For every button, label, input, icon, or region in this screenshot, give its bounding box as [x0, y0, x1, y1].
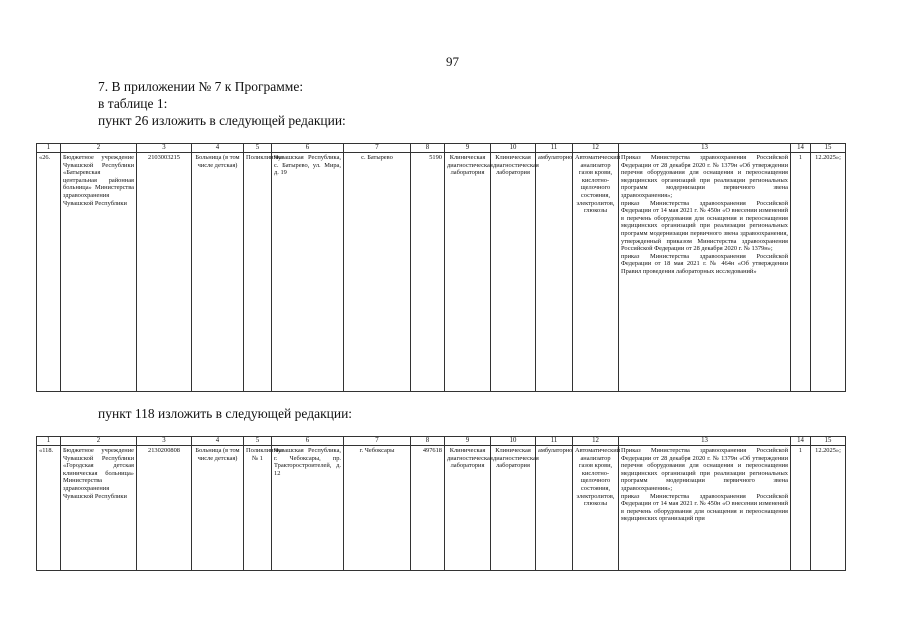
cell-institution: Бюджетное учреждение Чувашской Республики «Городская детская клиническая больница» Министерства здравоохранения Чувашской Республики [61, 446, 137, 571]
header-cell: 11 [536, 144, 573, 153]
cell-item-number: «118. [37, 446, 61, 571]
table-header-row [37, 144, 846, 153]
header-cell: 11 [536, 437, 573, 446]
cell-department-alt: Клиническая диагностическая лаборатория [491, 153, 536, 392]
cell-item-number: «26. [37, 153, 61, 392]
table-item-118 [36, 436, 846, 571]
cell-equipment: Автоматический анализатор газов крови, кислотно-щелочного состояния, электролитов, глюкозы [573, 153, 619, 392]
cell-facility-type: Больница (в том числе детская) [192, 446, 244, 571]
header-cell: 6 [272, 144, 344, 153]
page-number: 97 [446, 54, 459, 69]
header-cell: 10 [491, 144, 536, 153]
header-cell: 8 [411, 144, 445, 153]
header-cell: 9 [445, 437, 491, 446]
cell-department: Клиническая диагностическая лаборатория [445, 446, 491, 571]
header-cell: 1 [37, 437, 61, 446]
table-item-26 [36, 143, 846, 392]
header-cell: 13 [619, 144, 791, 153]
header-cell: 15 [811, 144, 846, 153]
table-row [37, 153, 846, 392]
cell-address: Чувашская Республика, г. Чебоксары, пр. Тракторостроителей, д. 12 [272, 446, 344, 571]
header-cell: 12 [573, 144, 619, 153]
header-cell: 13 [619, 437, 791, 446]
cell-legal-basis: Приказ Министерства здравоохранения Российской Федерации от 28 декабря 2020 г. № 1379н «Об утверждении перечня оборудования для оснащения и переоснащения медицинских организаций при реализации региональных программ модернизации первичного звена здравоохранения»; приказ Министерства здравоохранения Российской Федерации от 14 мая 2021 г. № 450н «О внесении изменений в перечень оборудования для оснащения и переоснащения медицинских организаций при [619, 446, 791, 571]
cell-locality: с. Батырево [344, 153, 411, 392]
header-cell: 5 [244, 144, 272, 153]
header-cell: 7 [344, 437, 411, 446]
table-header-row [37, 437, 846, 446]
intro-line-3: пункт 26 изложить в следующей редакции: [98, 113, 346, 128]
header-cell: 14 [791, 144, 811, 153]
header-cell: 12 [573, 437, 619, 446]
cell-locality: г. Чебоксары [344, 446, 411, 571]
cell-equipment: Автоматический анализатор газов крови, кислотно-щелочного состояния, электролитов, глюкозы [573, 446, 619, 571]
heading-item-118: пункт 118 изложить в следующей редакции: [98, 406, 353, 421]
cell-deadline: 12.2025»; [811, 153, 846, 392]
header-cell: 8 [411, 437, 445, 446]
cell-department-alt: Клиническая диагностическая лаборатория [491, 446, 536, 571]
cell-address: Чувашская Республика, с. Батырево, ул. Мира, д. 19 [272, 153, 344, 392]
header-cell: 4 [192, 437, 244, 446]
cell-care-mode: амбулаторно [536, 446, 573, 571]
header-cell: 4 [192, 144, 244, 153]
header-cell: 10 [491, 437, 536, 446]
header-cell: 3 [137, 437, 192, 446]
header-cell: 5 [244, 437, 272, 446]
cell-deadline: 12.2025»; [811, 446, 846, 571]
cell-population: 5190 [411, 153, 445, 392]
cell-subdivision: Поликлиника № 1 [244, 446, 272, 571]
cell-inn: 2130200808 [137, 446, 192, 571]
header-cell: 2 [61, 144, 137, 153]
header-cell: 7 [344, 144, 411, 153]
cell-care-mode: амбулаторно [536, 153, 573, 392]
header-cell: 6 [272, 437, 344, 446]
intro-line-1: 7. В приложении № 7 к Программе: [98, 79, 304, 94]
cell-population: 497618 [411, 446, 445, 571]
header-cell: 2 [61, 437, 137, 446]
cell-quantity: 1 [791, 446, 811, 571]
cell-legal-basis: Приказ Министерства здравоохранения Российской Федерации от 28 декабря 2020 г. № 1379н «Об утверждении перечня оборудования для оснащения и переоснащения медицинских организаций при реализации региональных программ модернизации первичного звена здравоохранения»; приказ Министерства здравоохранения Российской Федерации от 14 мая 2021 г. № 450н «О внесении изменений в перечень оборудования для оснащения и переоснащения медицинских организаций при реализации региональных программ модернизации первичного звена здравоохранения, утвержденный приказом Министерства здравоохранения Российской Федерации от 28 декабря 2020 г. № 1379н»; приказ Министерства здравоохранения Российской Федерации от 18 мая 2021 г. № 464н «Об утверждении Правил проведения лабораторных исследований» [619, 153, 791, 392]
header-cell: 14 [791, 437, 811, 446]
header-cell: 3 [137, 144, 192, 153]
header-cell: 1 [37, 144, 61, 153]
cell-institution: Бюджетное учреждение Чувашской Республики «Батыревская центральная районная больница» Министерства здравоохранения Чувашской Республики [61, 153, 137, 392]
cell-inn: 2103003215 [137, 153, 192, 392]
table-row [37, 446, 846, 571]
header-cell: 15 [811, 437, 846, 446]
header-cell: 9 [445, 144, 491, 153]
cell-facility-type: Больница (в том числе детская) [192, 153, 244, 392]
cell-subdivision: Поликлиника [244, 153, 272, 392]
intro-line-2: в таблице 1: [98, 96, 168, 111]
cell-department: Клиническая диагностическая лаборатория [445, 153, 491, 392]
cell-quantity: 1 [791, 153, 811, 392]
